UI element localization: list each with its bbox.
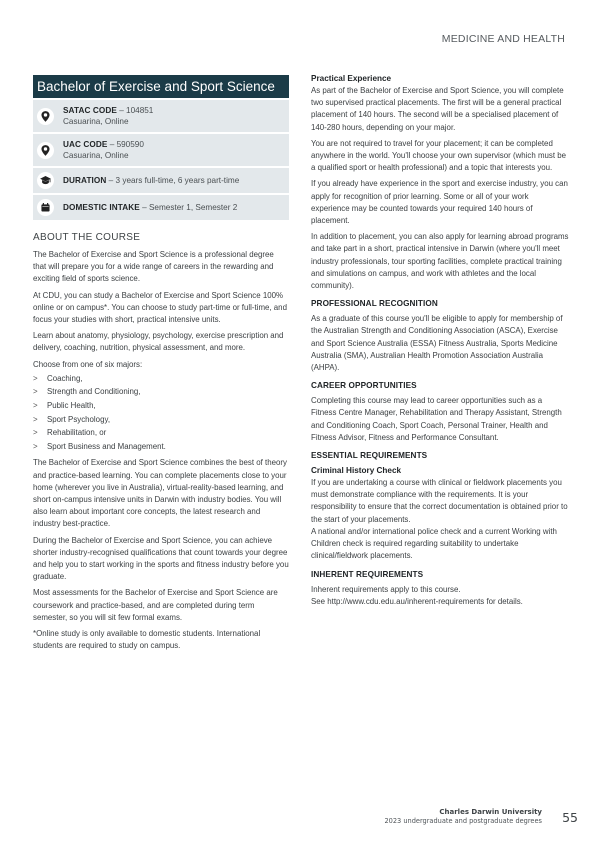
major-label: Sport Business and Management. bbox=[47, 441, 166, 451]
majors-intro: Choose from one of six majors: bbox=[33, 359, 143, 369]
info-text bbox=[63, 175, 239, 187]
info-label: UAC CODE bbox=[63, 139, 108, 149]
inherent-link-line[interactable]: See http://www.cdu.edu.au/inherent-requirements for details. bbox=[311, 596, 523, 606]
practical-paragraph: If you already have experience in the sport and exercise industry, you can apply for recognition of prior learning. Some or all of your work experience may be counted towards your required 140 hours of placement. bbox=[311, 179, 568, 226]
chevron-right-icon: > bbox=[33, 401, 38, 411]
list-item bbox=[33, 426, 289, 440]
publication-title: 2023 undergraduate and postgraduate degrees bbox=[384, 817, 542, 825]
inherent-heading: INHERENT REQUIREMENTS bbox=[311, 569, 424, 579]
page-footer bbox=[384, 808, 542, 826]
inherent-line: Inherent requirements apply to this course. bbox=[311, 584, 461, 594]
list-item bbox=[33, 440, 289, 454]
graduation-cap-icon bbox=[37, 172, 54, 189]
page-number: 55 bbox=[562, 810, 578, 825]
course-info-panel bbox=[33, 75, 289, 220]
major-label: Coaching, bbox=[47, 373, 83, 383]
separator: – bbox=[107, 139, 117, 149]
essential-paragraph: A national and/or international police check and a current Working with Children check is required regarding suitability to undertake clinical/fieldwork placements. bbox=[311, 526, 557, 561]
section-label: MEDICINE AND HEALTH bbox=[441, 33, 565, 45]
info-value: 104851 bbox=[126, 105, 154, 115]
recognition-heading: PROFESSIONAL RECOGNITION bbox=[311, 299, 438, 309]
chevron-right-icon: > bbox=[33, 441, 38, 451]
chevron-right-icon: > bbox=[33, 414, 38, 424]
info-label: DURATION bbox=[63, 175, 107, 185]
practical-paragraph: In addition to placement, you can also apply for learning abroad programs and take part in a short, practical intensive in Darwin (where you'll meet industry professionals, tour sporting facilities, complete practical training and simulations on campus, and work with athletes and the local community). bbox=[311, 232, 569, 291]
inherent-text bbox=[311, 584, 569, 608]
list-item bbox=[33, 399, 289, 413]
essential-paragraph: If you are undertaking a course with clinical or fieldwork placements you must demonstrate compliance with the requirements. It is your responsibility to ensure that the correct documentation is obtained prior to the start of your placements. bbox=[311, 478, 568, 524]
chevron-right-icon: > bbox=[33, 428, 38, 438]
info-text bbox=[63, 202, 237, 214]
about-heading: ABOUT THE COURSE bbox=[33, 232, 141, 243]
right-column bbox=[311, 73, 569, 608]
chevron-right-icon: > bbox=[33, 373, 38, 383]
practical-paragraph: As part of the Bachelor of Exercise and Sport Science, you will complete two supervised practical placements. The first will be a general practical placement of 140 hours. The second will be a specialised placement of 140-280 hours, depending on your major. bbox=[311, 86, 564, 132]
info-label: DOMESTIC INTAKE bbox=[63, 202, 140, 212]
practical-paragraph: You are not required to travel for your placement; it can be completed anywhere in the world. You'll choose your own supervisor (which must be a qualified sport or health professional) and a topic that interests you. bbox=[311, 138, 567, 173]
university-name: Charles Darwin University bbox=[439, 808, 542, 816]
majors-list bbox=[33, 372, 289, 454]
about-paragraph: Most assessments for the Bachelor of Exercise and Sport Science are coursework and practice-based, and are completed during term semester, so you will sit few formal exams. bbox=[33, 588, 278, 622]
info-row-uac bbox=[33, 134, 289, 166]
location-pin-icon bbox=[37, 108, 54, 125]
practical-heading: Practical Experience bbox=[311, 74, 392, 83]
chevron-right-icon: > bbox=[33, 387, 38, 397]
info-row-intake bbox=[33, 195, 289, 220]
info-text bbox=[63, 139, 144, 162]
footnote: *Online study is only available to domestic students. International students are required to study on campus. bbox=[33, 629, 261, 651]
info-label: SATAC CODE bbox=[63, 105, 117, 115]
about-paragraph: The Bachelor of Exercise and Sport Science is a professional degree that will prepare you for a wide range of careers in the rewarding and exciting field of sports science. bbox=[33, 250, 274, 284]
separator: – bbox=[106, 175, 116, 185]
info-campus: Casuarina, Online bbox=[63, 117, 129, 126]
info-row-satac bbox=[33, 100, 289, 132]
info-text bbox=[63, 105, 153, 128]
recognition-text: As a graduate of this course you'll be eligible to apply for membership of the Australian Strength and Conditioning Association (ASCA), Exercise and Sport Science Australia (ESSA) Fitness Australia, Sports Medicine Australia (SMA), Australian Health Promotion Association Australia (AHPA). bbox=[311, 314, 563, 373]
info-value: 590590 bbox=[116, 139, 144, 149]
about-paragraph: At CDU, you can study a Bachelor of Exercise and Sport Science 100% online or on campus*. You can choose to study part-time or full-time, and focus your studies with short, practical intensive units. bbox=[33, 290, 287, 325]
left-column bbox=[33, 75, 289, 656]
about-paragraph: During the Bachelor of Exercise and Sport Science, you can achieve shorter industry-recognised qualifications that count towards your degree and help you to start working in the sports and fitness industry before you graduate. bbox=[33, 535, 289, 582]
about-paragraph: Learn about anatomy, physiology, psychology, exercise prescription and delivery, coaching, nutrition, physical assessment, and more. bbox=[33, 331, 284, 353]
essential-heading: ESSENTIAL REQUIREMENTS bbox=[311, 451, 428, 461]
major-label: Rehabilitation, or bbox=[47, 428, 107, 438]
major-label: Public Health, bbox=[47, 401, 96, 411]
location-pin-icon bbox=[37, 142, 54, 159]
info-campus: Casuarina, Online bbox=[63, 151, 129, 160]
about-paragraph: The Bachelor of Exercise and Sport Science combines the best of theory and practice-based learning. You can complete placements close to your home (wherever you live in Australia), virtual-reality-based learning, and short on-campus intensive units in Darwin with industry bodies. You will also learn about important core concepts, the latest research and industry best-practice. bbox=[33, 458, 287, 529]
info-row-duration bbox=[33, 168, 289, 193]
separator: – bbox=[139, 202, 149, 212]
major-label: Strength and Conditioning, bbox=[47, 387, 141, 397]
careers-heading: CAREER OPPORTUNITIES bbox=[311, 381, 417, 391]
criminal-check-heading: Criminal History Check bbox=[311, 466, 402, 476]
careers-text: Completing this course may lead to career opportunities such as a Fitness Centre Manager, Rehabilitation and Therapy Assistant, Strength and Conditioning Coach, Sport Coach, Personal Trainer, Health and Fitness Advisor, Fitness and Performance Consultant. bbox=[311, 396, 562, 442]
calendar-icon bbox=[37, 199, 54, 216]
info-value: 3 years full-time, 6 years part-time bbox=[115, 175, 240, 185]
course-title: Bachelor of Exercise and Sport Science bbox=[33, 75, 289, 98]
info-value: Semester 1, Semester 2 bbox=[148, 202, 238, 212]
list-item bbox=[33, 385, 289, 399]
list-item bbox=[33, 413, 289, 427]
list-item bbox=[33, 372, 289, 386]
major-label: Sport Psychology, bbox=[47, 414, 111, 424]
separator: – bbox=[116, 105, 127, 115]
